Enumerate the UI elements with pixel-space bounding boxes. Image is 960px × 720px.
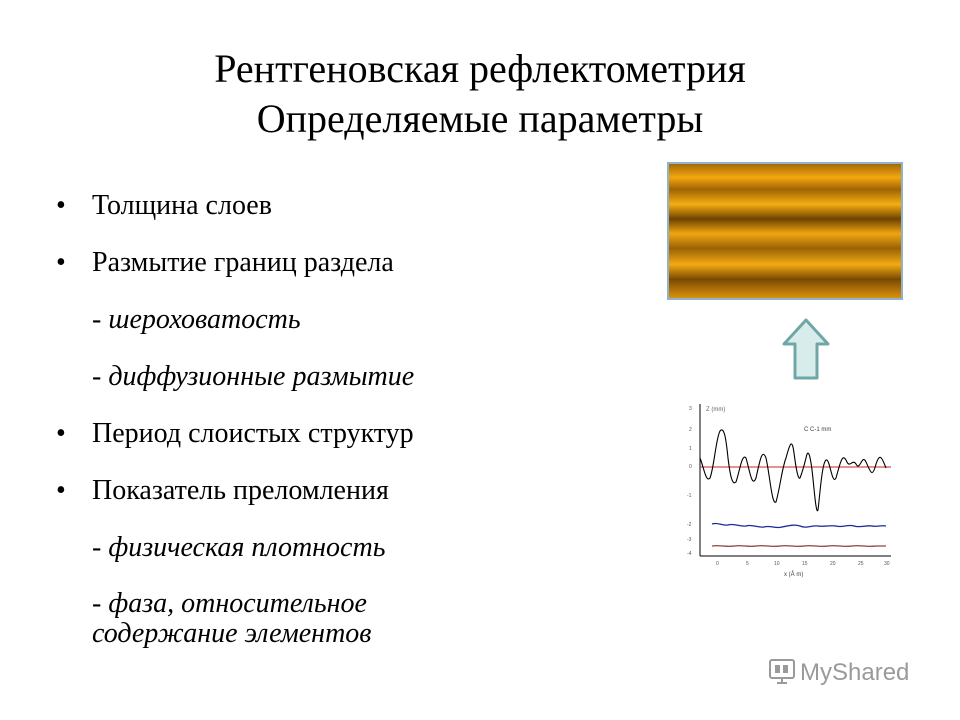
- list-item: • Показатель преломления: [56, 475, 656, 507]
- y-tick-label: 3: [689, 406, 692, 412]
- list-subitem: [56, 589, 656, 649]
- x-tick-label: 5: [746, 561, 749, 567]
- x-axis-label: x (Å m): [784, 572, 804, 578]
- list-item: • Толщина слоев: [56, 190, 656, 222]
- y-tick-label: 0: [689, 464, 692, 470]
- list-item: • Период слоистых структур: [56, 418, 656, 450]
- list-subitem: - физическая плотность: [92, 532, 386, 563]
- logo-text: MyShared: [800, 659, 910, 686]
- list-subitem: - шероховатость: [92, 304, 301, 335]
- y-tick-label: 1: [689, 446, 692, 452]
- x-tick-label: 10: [774, 561, 780, 567]
- y-tick-label: -4: [687, 551, 692, 557]
- title-line-1: Рентгеновская рефлектометрия: [214, 46, 746, 91]
- x-tick-label: 15: [802, 561, 808, 567]
- x-tick-label: 20: [830, 561, 836, 567]
- list-subitem-line-1: - фаза, относительное: [92, 588, 367, 619]
- slide-title: [0, 44, 960, 144]
- title-line-2: Определяемые параметры: [256, 96, 704, 141]
- y-tick-label: -3: [687, 537, 692, 543]
- list-subitem: - диффузионные размытие: [92, 361, 415, 392]
- y-axis-label: Z (mm): [706, 407, 726, 413]
- x-tick-label: 0: [716, 561, 719, 567]
- y-tick-label: -1: [687, 493, 692, 499]
- y-tick-label: 2: [689, 427, 692, 433]
- legend-label: C C-1 mm: [804, 427, 832, 433]
- list-subitem-line-2: содержание элементов: [92, 618, 372, 649]
- myshared-logo: [768, 656, 928, 690]
- list-item: • Размытие границ раздела: [56, 247, 656, 279]
- layered-structure-image: [667, 162, 903, 300]
- x-tick-label: 30: [884, 561, 890, 567]
- x-ticks: [716, 561, 890, 567]
- parameter-list: [56, 190, 656, 674]
- x-tick-label: 25: [858, 561, 864, 567]
- y-ticks: [687, 406, 692, 557]
- roughness-profile-plot: [686, 398, 896, 583]
- y-tick-label: -2: [687, 522, 692, 528]
- profile-curve-dark-red: [712, 546, 886, 547]
- up-arrow-icon: [782, 318, 830, 380]
- monitor-icon: [770, 660, 794, 683]
